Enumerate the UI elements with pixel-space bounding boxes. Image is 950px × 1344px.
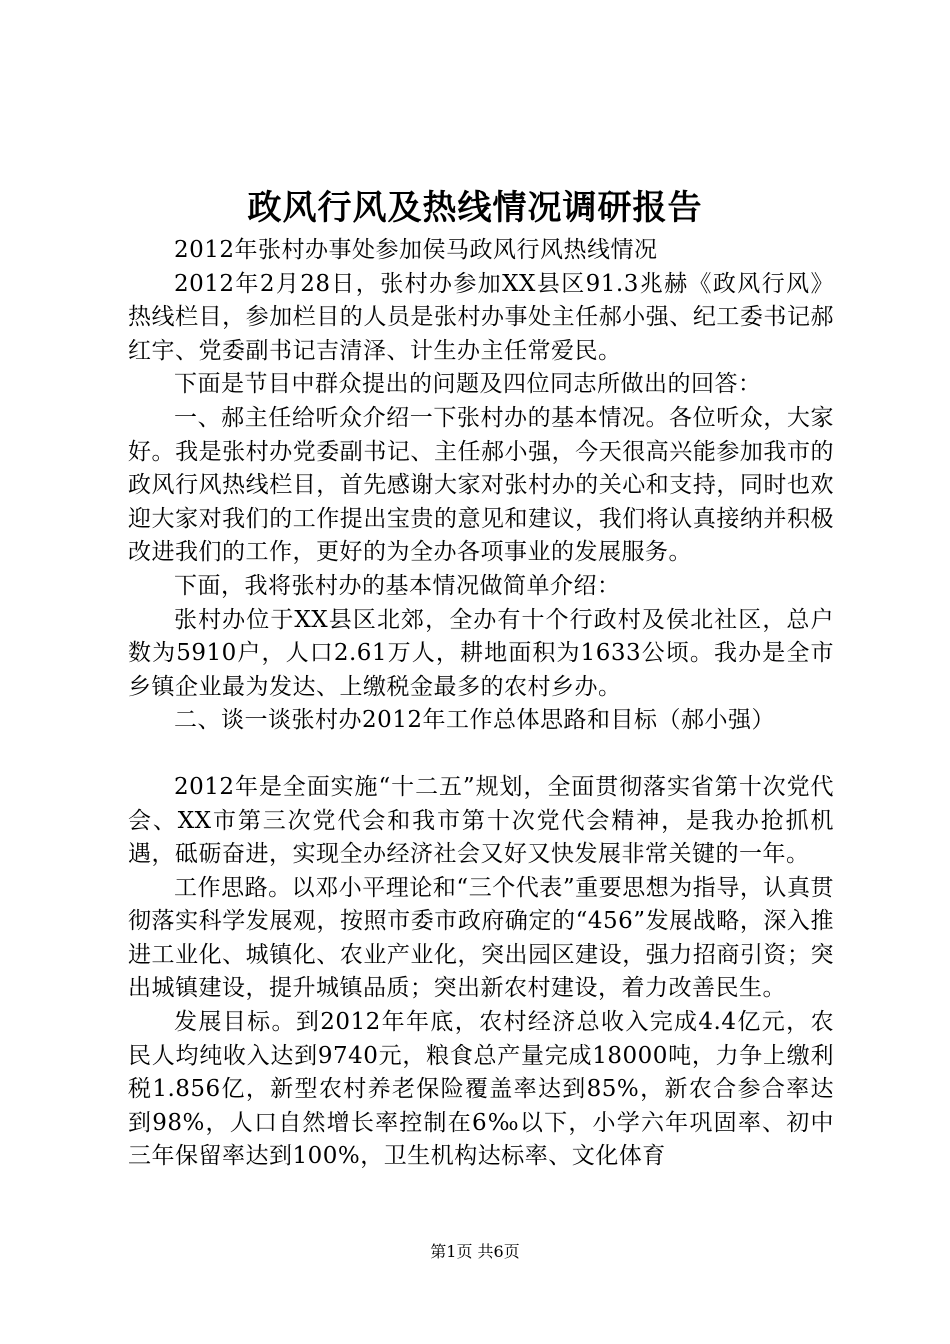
document-title: 政风行风及热线情况调研报告 <box>247 188 703 228</box>
paragraph-basic-info: 张村办位于XX县区北郊，全办有十个行政村及侯北社区，总户数为5910户，人口2.61万人，耕地面积为1633公顷。我办是全市乡镇企业最为发达、上缴税金最多的农村乡办。 <box>128 606 834 700</box>
paragraph-qa-lead: 下面是节目中群众提出的问题及四位同志所做出的回答： <box>174 371 762 398</box>
document-body <box>128 234 834 1174</box>
paragraph-year-overview: 2012年是全面实施“十二五”规划，全面贯彻落实省第十次党代会、XX市第三次党代会和我市第十次党代会精神，是我办抢抓机遇，砥砺奋进，实现全办经济社会又好又快发展非常关键的一年。 <box>128 773 834 868</box>
paragraph-question-two: 二、谈一谈张村办2012年工作总体思路和目标（郝小强） <box>174 707 776 734</box>
paragraph-subtitle: 2012年张村办事处参加侯马政风行风热线情况 <box>174 237 658 263</box>
paragraph-question-one: 一、郝主任给听众介绍一下张村办的基本情况。各位听众，大家好。我是张村办党委副书记、主任郝小强，今天很高兴能参加我市的政风行风热线栏目，首先感谢大家对张村办的关心和支持，同时也欢迎大家对我们的工作提出宝贵的意见和建议，我们将认真接纳并积极改进我们的工作，更好的为全办各项事业的发展服务。 <box>128 404 834 566</box>
page-number-footer: 第1页 共6页 <box>430 1242 520 1261</box>
paragraph-development-goals: 发展目标。到2012年年底，农村经济总收入完成4.4亿元，农民人均纯收入达到9740元，粮食总产量完成18000吨，力争上缴利税1.856亿，新型农村养老保险覆盖率达到85%，新农合参合率达到98%，人口自然增长率控制在6‰以下，小学六年巩固率、初中三年保留率达到100%，卫生机构达标率、文化体育 <box>128 1009 834 1170</box>
paragraph-basic-intro-lead: 下面，我将张村办的基本情况做简单介绍： <box>174 572 621 599</box>
paragraph-work-approach: 工作思路。以邓小平理论和“三个代表”重要思想为指导，认真贯彻落实科学发展观，按照市委市政府确定的“456”发展战略，深入推进工业化、城镇化、农业产业化，突出园区建设，强力招商引资；突出城镇建设，提升城镇品质；突出新农村建设，着力改善民生。 <box>128 874 834 1002</box>
paragraph-program-intro: 2012年2月28日，张村办参加XX县区91.3兆赫《政风行风》热线栏目，参加栏目的人员是张村办事处主任郝小强、纪工委书记郝红宇、党委副书记吉清泽、计生办主任常爱民。 <box>128 270 834 364</box>
